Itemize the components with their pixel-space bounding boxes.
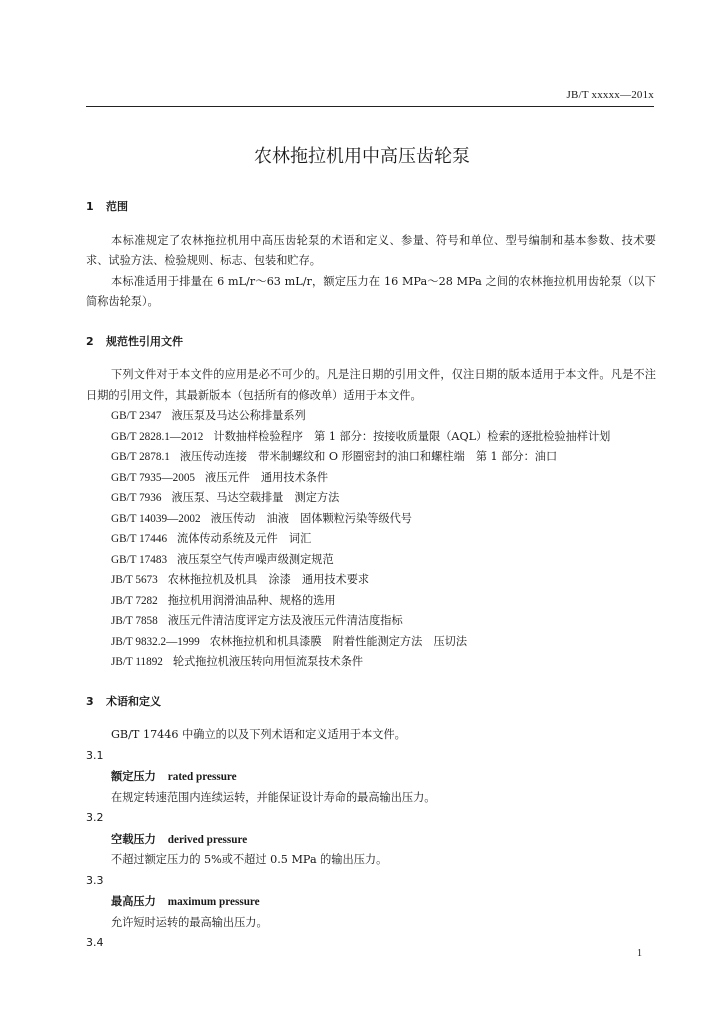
reference-list: [86, 406, 656, 673]
reference-item: GB/T 17446 流体传动系统及元件 词汇: [111, 532, 312, 545]
term-number: 3.1: [86, 748, 104, 762]
section-2-heading: 2 规范性引用文件: [86, 334, 183, 348]
term-name: 最高压力 maximum pressure: [111, 894, 260, 908]
reference-item: JB/T 5673 农林拖拉机及机具 涂漆 通用技术要求: [111, 573, 370, 586]
term-definition: 允许短时运转的最高输出压力。: [111, 915, 268, 929]
term-definition: 在规定转速范围内连续运转，并能保证设计寿命的最高输出压力。: [111, 790, 436, 804]
reference-item: GB/T 7935—2005 液压元件 通用技术条件: [111, 470, 329, 484]
reference-item: GB/T 14039—2002 液压传动 油液 固体颗粒污染等级代号: [111, 511, 412, 525]
term-number: 3.2: [86, 811, 104, 824]
term-entry: [86, 746, 656, 809]
section-1-heading: 1 范围: [86, 200, 128, 213]
section-1-para-1: 本标准规定了农林拖拉机用中高压齿轮泵的术语和定义、参量、符号和单位、型号编制和基本参数、技术要求、试验方法、检验规则、标志、包装和贮存。: [86, 233, 656, 267]
reference-item: JB/T 9832.2—1999 农林拖拉机和机具漆膜 附着性能测定方法 压切法: [111, 634, 468, 648]
header-rule: [86, 106, 654, 107]
term-name: 额定压力 rated pressure: [111, 769, 237, 783]
reference-item: JB/T 7858 液压元件清洁度评定方法及液压元件清洁度指标: [111, 614, 403, 627]
term-definition: 不超过额定压力的 5%或不超过 0.5 MPa 的输出压力。: [111, 853, 388, 866]
reference-item: JB/T 11892 轮式拖拉机液压转向用恒流泵技术条件: [111, 655, 364, 668]
term-number: 3.3: [86, 873, 104, 887]
section-2-intro: 下列文件对于本文件的应用是必不可少的。凡是注日期的引用文件，仅注日期的版本适用于本文件。凡是不注日期的引用文件，其最新版本（包括所有的修改单）适用于本文件。: [86, 368, 656, 402]
term-entry: [86, 871, 656, 934]
term-name: 空载压力 derived pressure: [111, 831, 248, 846]
reference-item: GB/T 2828.1—2012 计数抽样检验程序 第 1 部分：按接收质量限（AQL）检索的逐批检验抽样计划: [111, 429, 611, 443]
section-3-heading: 3 术语和定义: [86, 694, 161, 708]
term-entry: [86, 808, 656, 871]
term-number: 3.4: [86, 936, 104, 949]
reference-item: GB/T 2878.1 液压传动连接 带米制螺纹和 O 形圈密封的油口和螺柱端 第 1 部分：油口: [111, 450, 558, 463]
page-number: 1: [637, 948, 642, 959]
reference-item: GB/T 2347 液压泵及马达公称排量系列: [111, 409, 306, 422]
term-entry: [86, 933, 656, 954]
reference-item: GB/T 7936 液压泵、马达空载排量 测定方法: [111, 491, 340, 504]
standard-code: JB/T xxxxx—201x: [566, 89, 654, 101]
document-title: 农林拖拉机用中高压齿轮泵: [254, 146, 470, 167]
reference-item: GB/T 17483 液压泵空气传声噪声级测定规范: [111, 552, 334, 566]
section-1-para-2: 本标准适用于排量在 6 mL/r～63 mL/r，额定压力在 16 MPa～28 MPa 之间的农林拖拉机用齿轮泵（以下简称齿轮泵）。: [86, 274, 656, 308]
reference-item: JB/T 7282 拖拉机用润滑油品种、规格的选用: [111, 593, 336, 607]
section-3-intro: GB/T 17446 中确立的以及下列术语和定义适用于本文件。: [111, 728, 406, 741]
document-body: [86, 197, 656, 954]
